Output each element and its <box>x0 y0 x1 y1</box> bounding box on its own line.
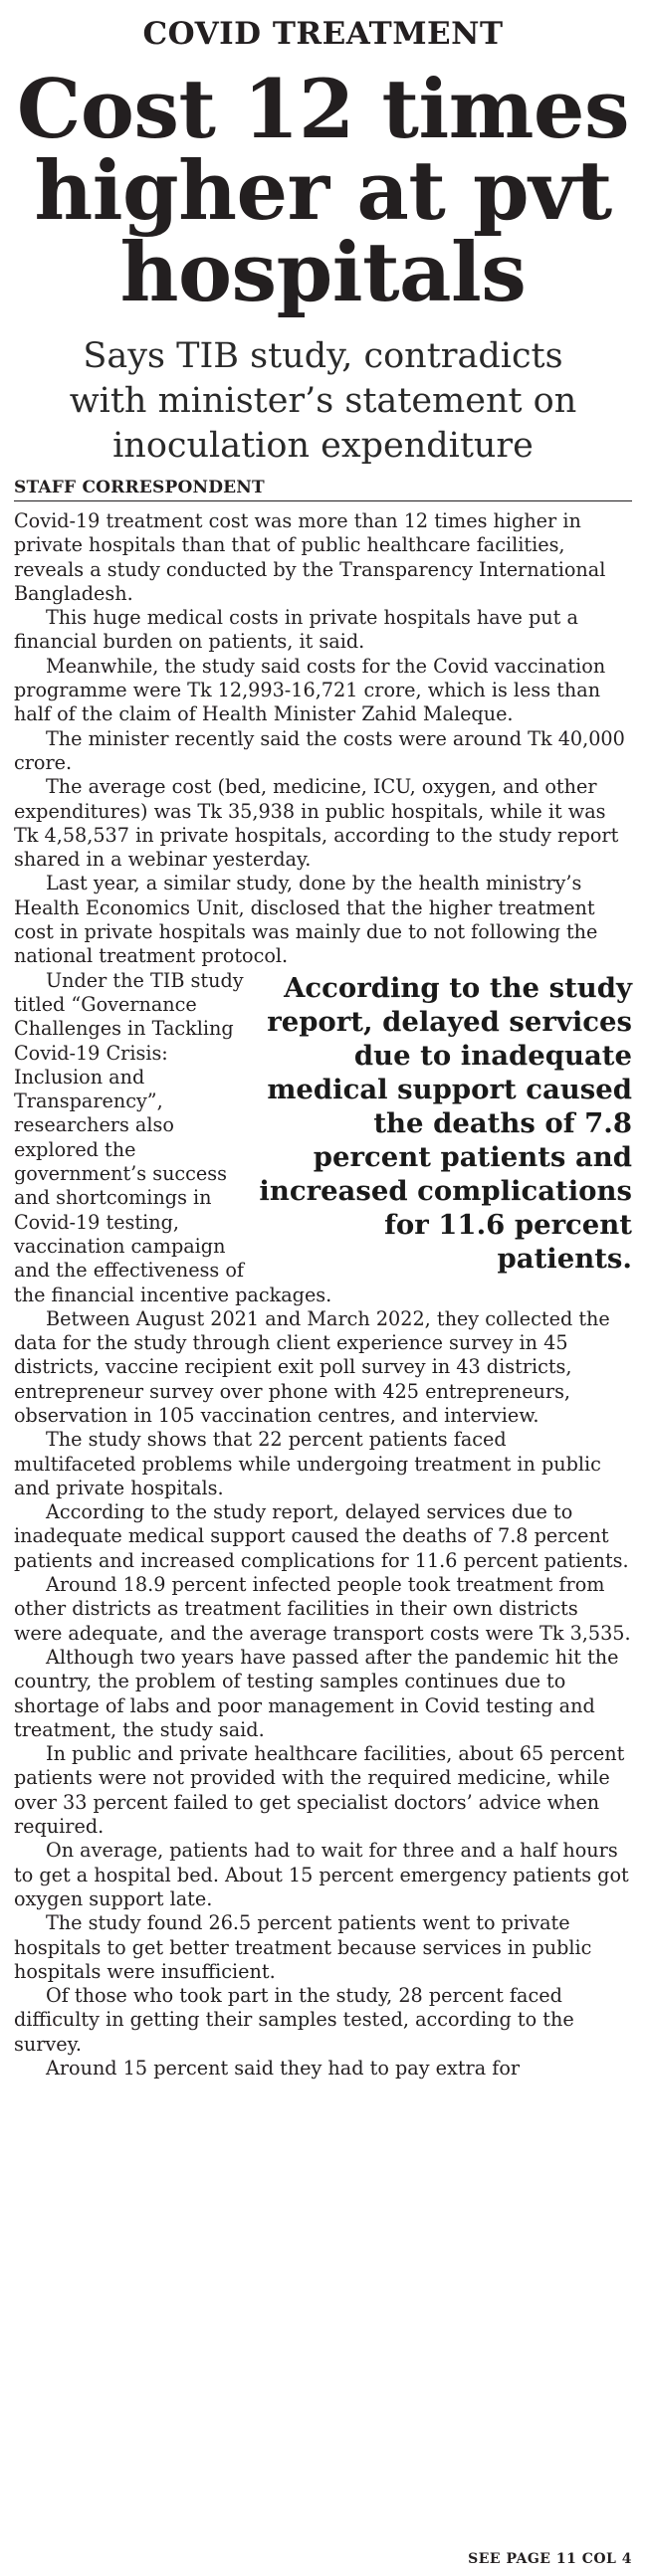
paragraph: The study found 26.5 percent patients went to private hospitals to get better treatment because services in public hospitals were insufficient. <box>14 1911 592 1983</box>
paragraph: Meanwhile, the study said costs for the Covid vaccination programme were Tk 12,993-16,721 crore, which is less than half of the claim of Health Minister Zahid Maleque. <box>14 654 606 726</box>
headline <box>14 63 632 320</box>
paragraph: The study shows that 22 percent patients faced multifaceted problems while undergoing treatment in public and private hospitals. <box>14 1428 601 1499</box>
subheadline <box>14 334 632 469</box>
byline-rule <box>14 500 632 501</box>
paragraph: Around 18.9 percent infected people took treatment from other districts as treatment facilities in their own districts were adequate, and the average transport costs were Tk 3,535. <box>14 1573 631 1645</box>
paragraph: Last year, a similar study, done by the health ministry’s Health Economics Unit, disclosed that the higher treatment cost in private hospitals was mainly due to not following the national treatment protocol. <box>14 872 598 968</box>
newspaper-article <box>0 16 646 2576</box>
subhead-line: inoculation expenditure <box>112 426 534 466</box>
headline-line: Cost 12 times <box>16 63 630 157</box>
paragraph: Around 15 percent said they had to pay extra for <box>46 2057 521 2080</box>
paragraph: According to the study report, delayed services due to inadequate medical support caused the deaths of 7.8 percent patients and increased complications for 11.6 percent patients. <box>14 1500 629 1572</box>
article-body <box>14 509 632 2081</box>
byline: STAFF CORRESPONDENT <box>14 478 265 497</box>
paragraph: Under the TIB study titled “Governance Challenges in Tackling Covid-19 Crisis: Inclusion and Transparency”, researchers also explored the government’s success and shortcomings in Covid-19 testing, vaccination campaign and the effectiveness of the financial incentive packages. <box>14 968 332 1306</box>
paragraph: The minister recently said the costs were around Tk 40,000 crore. <box>14 726 625 774</box>
paragraph: Covid-19 treatment cost was more than 12 times higher in private hospitals than that of public healthcare facilities, reveals a study conducted by the Transparency International Bangladesh. <box>14 509 606 605</box>
paragraph: In public and private healthcare facilities, about 65 percent patients were not provided with the required medicine, while over 33 percent failed to get specialist doctors’ advice when required. <box>14 1742 625 1839</box>
continued-on-page-link[interactable]: SEE PAGE 11 COL 4 <box>468 2551 632 2567</box>
subhead-line: with minister’s statement on <box>69 381 577 421</box>
subhead-line: Says TIB study, contradicts <box>83 336 563 376</box>
kicker: COVID TREATMENT <box>142 16 504 52</box>
pull-quote: According to the study report, delayed services due to inadequate medical support caused the deaths of 7.8 percent patients and increased complications for 11.6 percent patients. <box>259 971 632 1275</box>
headline-line: higher at pvt <box>34 144 612 239</box>
paragraph: Of those who took part in the study, 28 percent faced difficulty in getting their samples tested, according to the survey. <box>14 1984 574 2056</box>
paragraph: On average, patients had to wait for three and a half hours to get a hospital bed. About 15 percent emergency patients got oxygen support late. <box>14 1839 629 1910</box>
headline-line: hospitals <box>119 226 527 320</box>
paragraph: The average cost (bed, medicine, ICU, oxygen, and other expenditures) was Tk 35,938 in public hospitals, while it was Tk 4,58,537 in private hospitals, according to the study report shared in a webinar yesterday. <box>14 775 619 872</box>
paragraph: Although two years have passed after the pandemic hit the country, the problem of testing samples continues due to shortage of labs and poor management in Covid testing and treatment, the study said. <box>14 1645 619 1741</box>
paragraph: This huge medical costs in private hospitals have put a financial burden on patients, it said. <box>14 606 578 654</box>
paragraph: Between August 2021 and March 2022, they collected the data for the study through client experience survey in 45 districts, vaccine recipient exit poll survey in 43 districts, entrepreneur survey over phone with 425 entrepreneurs, observation in 105 vaccination centres, and interview. <box>14 1306 610 1427</box>
